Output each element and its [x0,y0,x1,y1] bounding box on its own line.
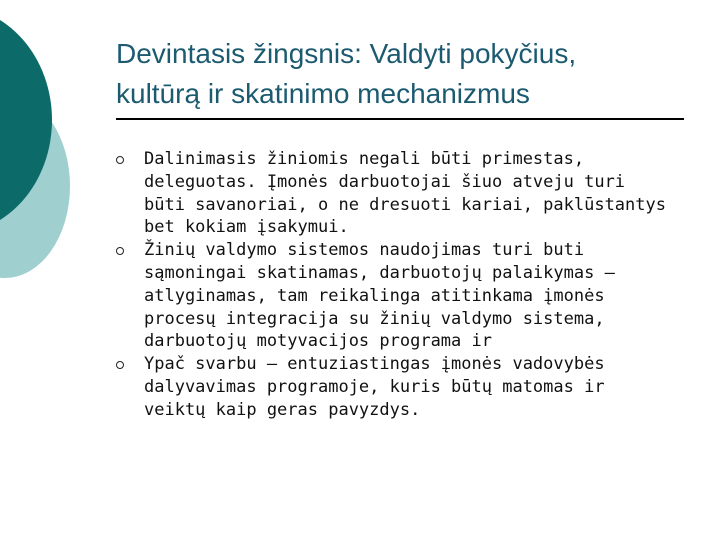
bullet-text-line: deleguotas. Įmonės darbuotojai šiuo atveju turi [144,171,626,192]
bullet-list [116,148,696,422]
slide-title-line: Devintasis žingsnis: Valdyti pokyčius, [116,38,577,69]
hollow-circle-icon [116,247,124,255]
bullet-text-line: būti savanoriai, o ne dresuoti kariai, paklūstantys [144,194,666,215]
bullet-text-line: dalyvavimas programoje, kuris būtų matomas ir [144,376,605,397]
bullet-text-line: darbuotojų motyvacijos programa ir [144,331,492,352]
bullet-text-line: atlyginamas, tam reikalinga atitinkama įmonės [144,285,605,306]
slide-title-line: kultūrą ir skatinimo mechanizmus [116,78,530,109]
bullet-item [116,239,696,353]
slide-title [116,34,696,114]
bullet-text-line: bet kokiam įsakymui. [144,217,349,238]
bullet-text-line: sąmoningai skatinamas, darbuotojų palaikymas – [144,262,615,283]
hollow-circle-icon [116,361,124,369]
bullet-text-line: Žinių valdymo sistemos naudojimas turi buti [144,240,585,261]
title-divider [116,118,684,120]
hollow-circle-icon [116,156,124,164]
bullet-item [116,148,696,239]
bullet-text-line: procesų integracija su žinių valdymo sistema, [144,308,605,329]
bullet-text-line: veiktų kaip geras pavyzdys. [144,399,421,420]
bullet-text-line: Dalinimasis žiniomis negali būti primestas, [144,149,585,169]
bullet-text-line: Ypač svarbu – entuziastingas įmonės vadovybės [144,354,605,375]
bullet-item [116,353,696,421]
